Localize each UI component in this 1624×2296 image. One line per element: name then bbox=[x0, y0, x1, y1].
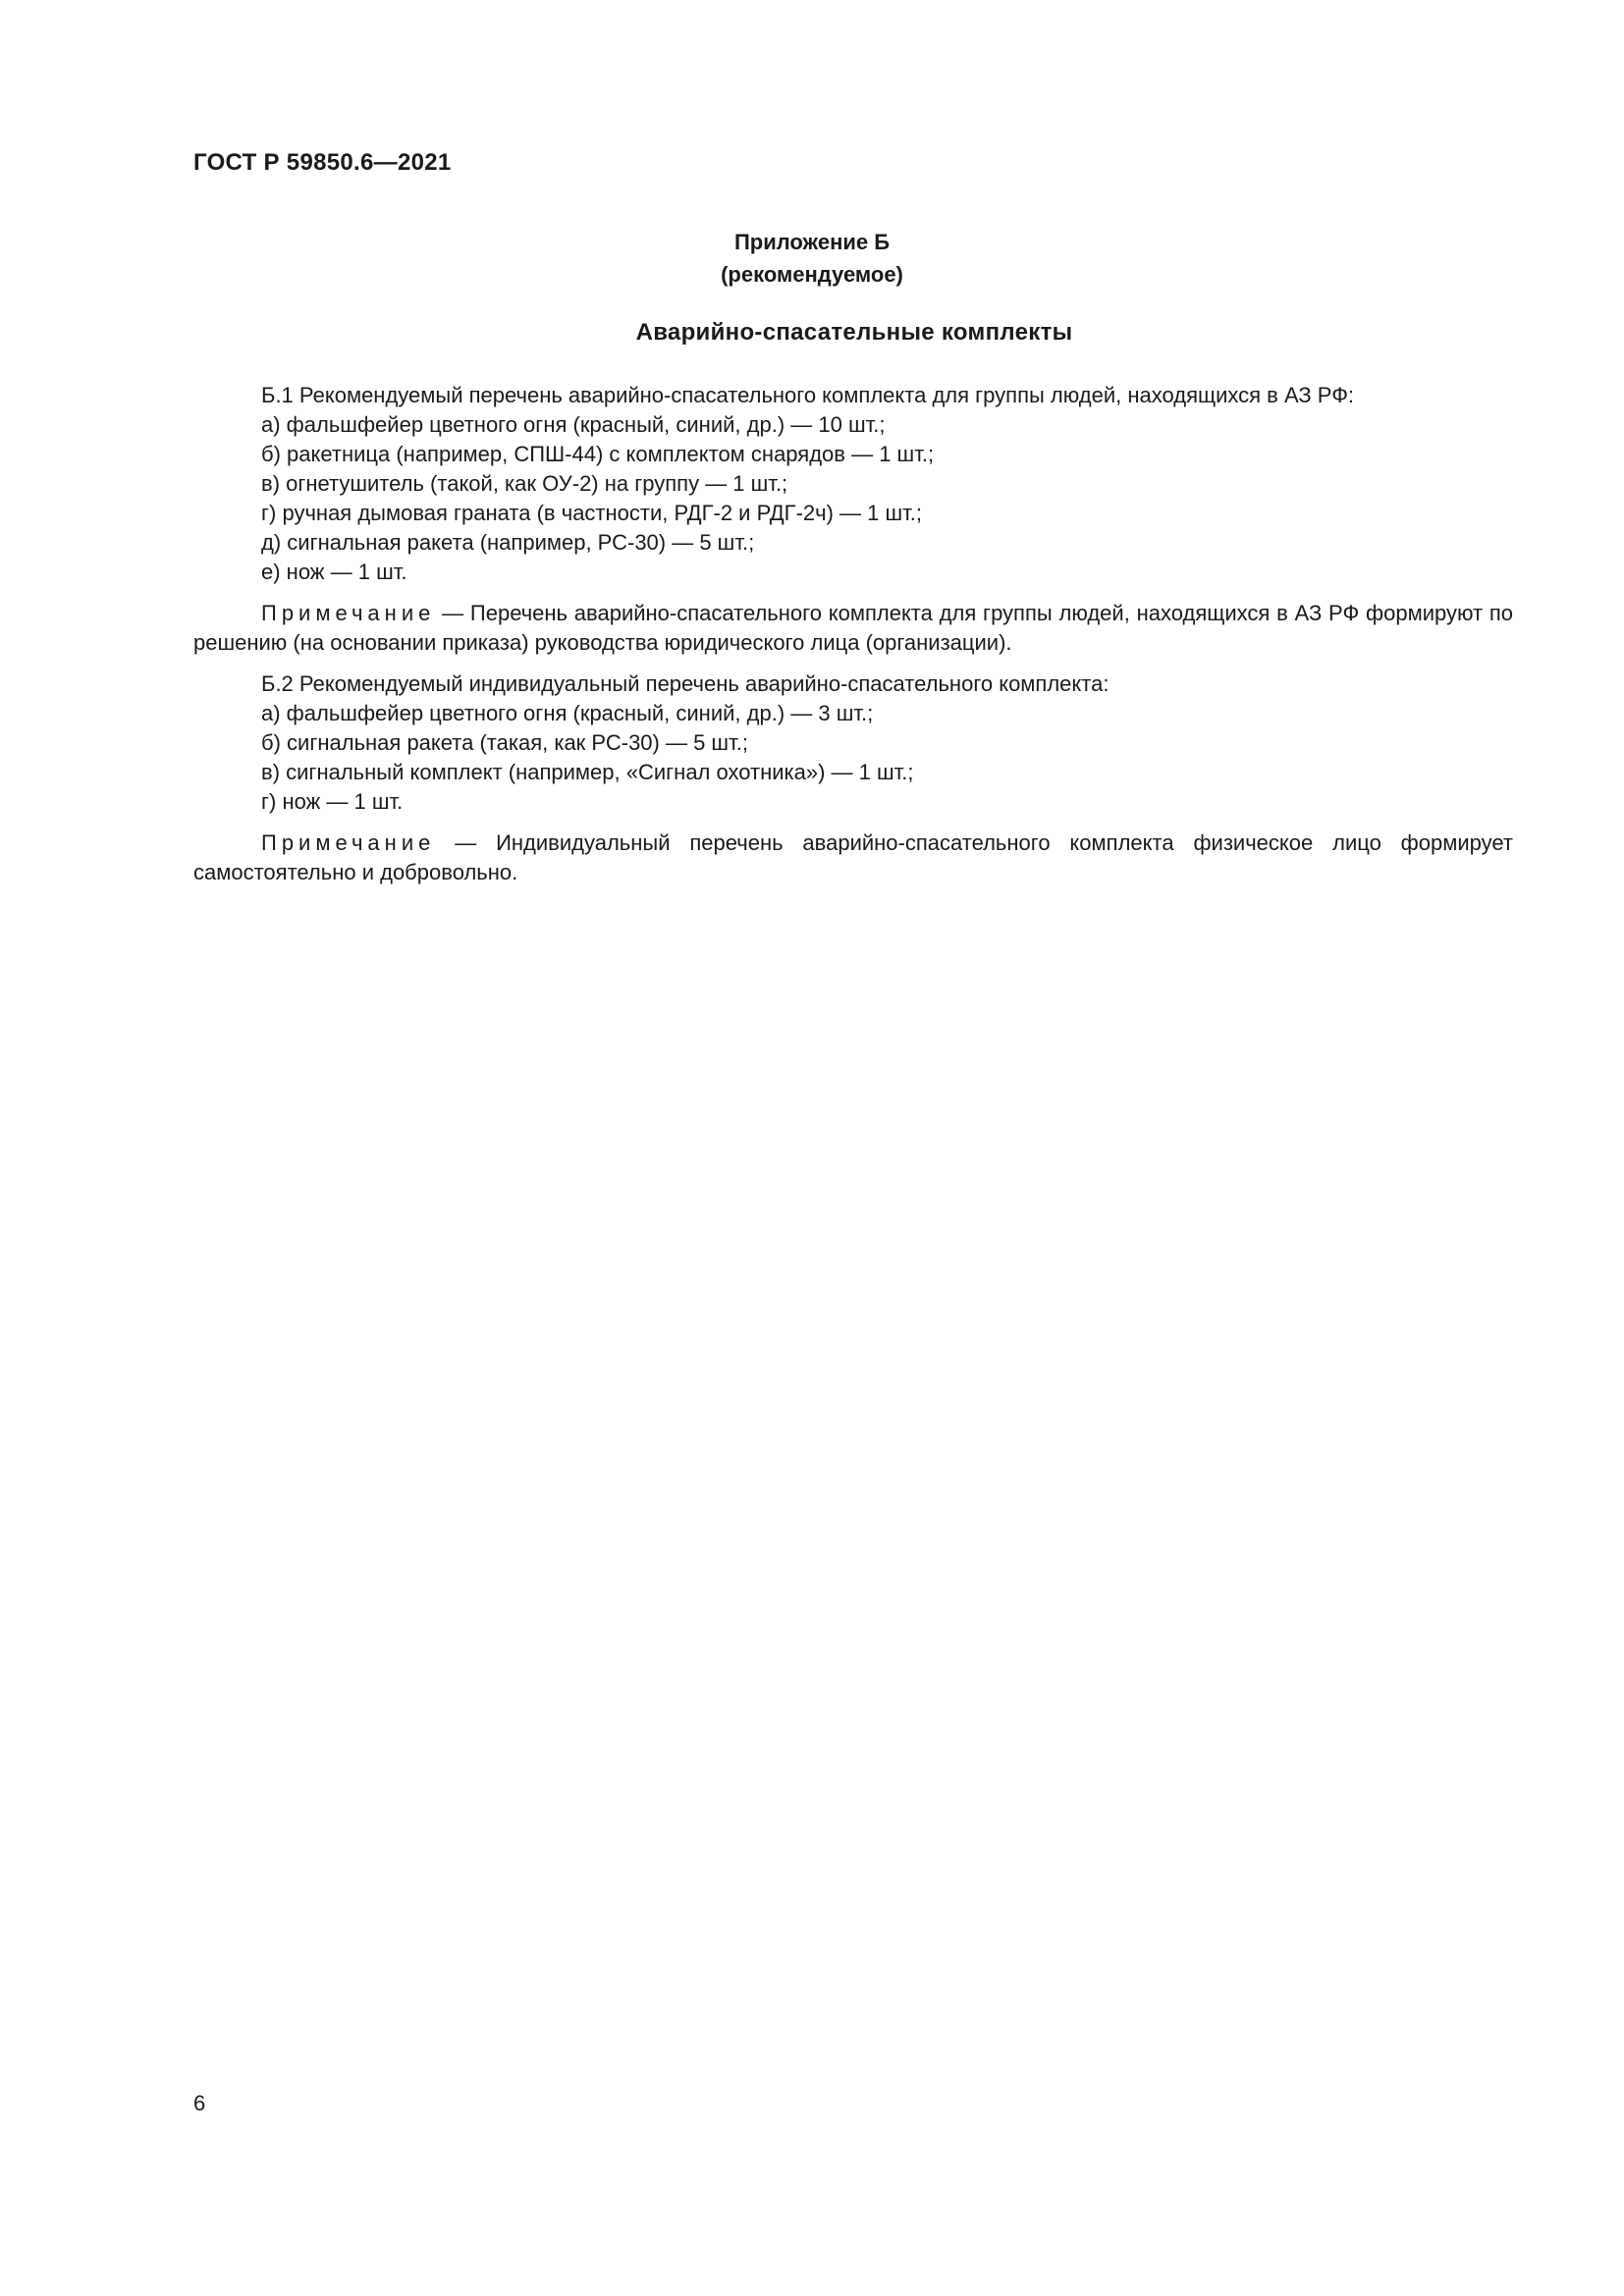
b1-list bbox=[193, 410, 1513, 587]
spacer bbox=[193, 817, 1513, 828]
list-item: б) ракетница (например, СПШ-44) с комплектом снарядов — 1 шт.; bbox=[261, 442, 935, 466]
page-number: 6 bbox=[193, 2091, 206, 2115]
note-label: Примечание bbox=[261, 830, 436, 855]
note-text: — Индивидуальный перечень аварийно-спасательного комплекта физическое лицо формирует самостоятельно и добровольно. bbox=[193, 830, 1513, 884]
appendix-heading bbox=[0, 226, 1624, 291]
spacer bbox=[193, 587, 1513, 599]
list-item: в) сигнальный комплект (например, «Сигнал охотника») — 1 шт.; bbox=[261, 760, 914, 784]
b1-note bbox=[193, 599, 1513, 658]
document-body bbox=[193, 381, 1513, 887]
list-item: а) фальшфейер цветного огня (красный, синий, др.) — 3 шт.; bbox=[261, 701, 874, 725]
appendix-status: (рекомендуемое) bbox=[721, 262, 903, 287]
note-label: Примечание bbox=[261, 601, 436, 625]
list-item: б) сигнальная ракета (такая, как РС-30) — 5 шт.; bbox=[261, 730, 748, 755]
list-item: а) фальшфейер цветного огня (красный, синий, др.) — 10 шт.; bbox=[261, 412, 886, 437]
note-text: — Перечень аварийно-спасательного комплекта для группы людей, находящихся в АЗ РФ формируют по решению (на основании приказа) руководства юридического лица (организации). bbox=[193, 601, 1513, 655]
b2-list bbox=[193, 699, 1513, 817]
spacer bbox=[193, 658, 1513, 669]
b2-intro: Б.2 Рекомендуемый индивидуальный перечень аварийно-спасательного комплекта: bbox=[261, 671, 1110, 696]
b1-intro: Б.1 Рекомендуемый перечень аварийно-спасательного комплекта для группы людей, находящихся в АЗ РФ: bbox=[261, 383, 1355, 407]
section-title: Аварийно-спасательные комплекты bbox=[635, 319, 1073, 346]
list-item: г) нож — 1 шт. bbox=[261, 789, 404, 814]
b2-note bbox=[193, 828, 1513, 887]
list-item: д) сигнальная ракета (например, РС-30) — 5 шт.; bbox=[261, 530, 755, 555]
appendix-title: Приложение Б bbox=[733, 230, 891, 254]
list-item: е) нож — 1 шт. bbox=[261, 560, 407, 584]
list-item: в) огнетушитель (такой, как ОУ-2) на группу — 1 шт.; bbox=[261, 471, 788, 496]
list-item: г) ручная дымовая граната (в частности, РДГ-2 и РДГ-2ч) — 1 шт.; bbox=[261, 501, 923, 525]
document-code: ГОСТ Р 59850.6—2021 bbox=[193, 149, 452, 176]
